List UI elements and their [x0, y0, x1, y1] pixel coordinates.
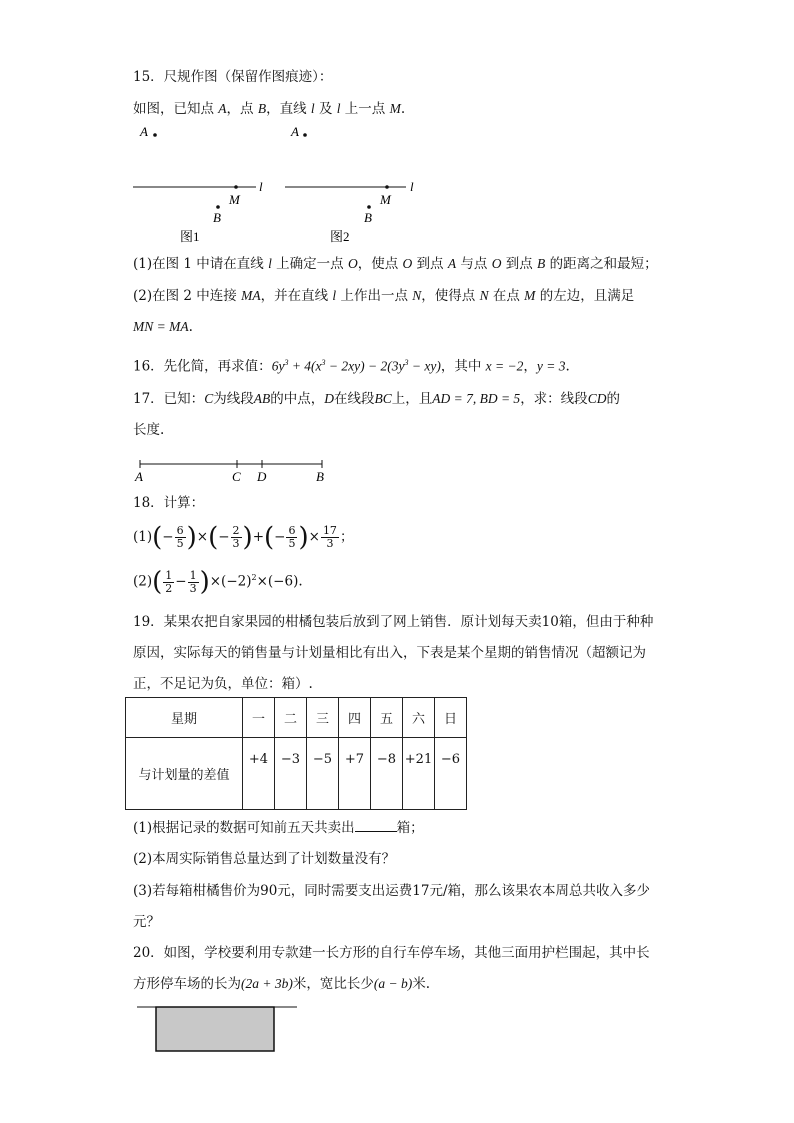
q15-sub1-text: 与点 — [456, 256, 492, 272]
fig2-point-b-label: B — [364, 210, 372, 225]
q19-sub1-text: (1)根据记录的数据可知前五天共卖出 — [133, 820, 355, 836]
fig1-caption: 图1 — [180, 229, 200, 244]
table-day-cell: 三 — [307, 698, 339, 738]
q18-p2-end: . — [298, 573, 303, 590]
q15-sub1-var: O — [402, 256, 413, 271]
q20-line2 — [133, 975, 430, 993]
fraction: $\frac{6}{5}$ — [288, 524, 296, 550]
q18-p2-exp: 2 — [251, 573, 257, 582]
q16-expr: − 2xy) − 2(3y — [325, 358, 405, 374]
q18-p1-label: (1) — [133, 529, 153, 545]
q17-text: ，求：线段 — [520, 391, 588, 407]
q17-var: C — [204, 391, 214, 406]
fig2-point-a-label: A — [291, 124, 299, 139]
q19-sub1 — [133, 819, 424, 837]
q16-end: . — [565, 358, 570, 375]
fig2-point-b — [367, 205, 371, 209]
table-value-cell: −6 — [435, 738, 467, 810]
q19-sub1-text: 箱； — [396, 820, 424, 836]
fig1-point-a — [153, 133, 157, 137]
q19-sub3-line2: 元？ — [133, 914, 160, 930]
close-paren: ) — [298, 522, 309, 553]
q15-title: 15．尺规作图（保留作图痕迹）： — [133, 69, 333, 85]
q15-sub2-var: l — [332, 288, 337, 303]
label-b: B — [316, 469, 324, 484]
q15-sub2-var: M — [524, 288, 536, 303]
q18-p2-rest: ×(−2) — [209, 573, 252, 590]
label-c: C — [232, 469, 241, 484]
q15-sub1-var: O — [491, 256, 502, 271]
fraction: $\frac{17}{3}$ — [322, 524, 337, 550]
q17-condition: AD = 7, BD = 5 — [432, 391, 521, 406]
q20-text: 方形停车场的长为 — [133, 976, 241, 992]
q17-text: 的 — [606, 391, 620, 407]
q15-sub2-text: (2)在图 2 中连接 — [133, 288, 242, 304]
q17-text: 在线段 — [333, 391, 375, 407]
q17-text: 的中点， — [270, 391, 325, 407]
table-row — [126, 738, 467, 810]
q18-part1: (1)(− $\frac{6}{5}$ )×(− $\frac{2}{3}$ )+(− $\frac{6}{5}$ )× $\frac{17}{3}$ ； — [133, 522, 354, 553]
q15-sub2-text: 在点 — [488, 288, 525, 304]
q15-sub1-text: ，使点 — [357, 256, 403, 272]
q17-line1 — [133, 390, 620, 408]
q20-length: (2a + 3b) — [241, 976, 293, 991]
q17-line2: 长度. — [133, 422, 165, 438]
label-a: A — [135, 469, 143, 484]
fraction: $\frac{2}{3}$ — [232, 524, 240, 550]
q17-var: CD — [587, 391, 607, 406]
fraction: $\frac{6}{5}$ — [176, 524, 184, 550]
q15-intro-text: 如图，已知点 — [133, 101, 219, 117]
q15-figures — [0, 118, 794, 248]
table-value-cell: −3 — [275, 738, 307, 810]
q15-intro-text: ，直线 — [266, 101, 311, 117]
q16-y-value: y = 3 — [536, 358, 566, 374]
q15-intro-var: l — [310, 101, 315, 116]
q16-prefix: 16．先化简，再求值： — [133, 358, 272, 375]
label-d: D — [257, 469, 267, 484]
fraction: $\frac{1}{3}$ — [189, 568, 197, 595]
table-day-cell: 日 — [435, 698, 467, 738]
q16-expr: − xy) — [408, 358, 441, 374]
fig1-line-l-label: l — [259, 179, 263, 194]
q19-sub2: (2)本周实际销售总量达到了计划数量没有？ — [133, 851, 396, 867]
close-paren: ) — [186, 522, 197, 553]
q15-sub2-text: 的左边，且满足 — [535, 288, 635, 304]
q16-exp: 3 — [284, 358, 289, 367]
q17-var: AB — [253, 391, 271, 406]
q15-sub1-text: (1)在图 1 中请在直线 — [133, 256, 269, 272]
q15-intro-text: 及 — [314, 101, 337, 117]
q15-sub1-var: B — [537, 256, 546, 271]
table-day-cell: 二 — [275, 698, 307, 738]
q18-p1-end: ； — [339, 529, 354, 545]
answer-blank[interactable] — [355, 819, 397, 832]
close-paren: ) — [242, 522, 253, 553]
q16-exp: 3 — [404, 358, 409, 367]
q15-sub1-var: A — [447, 256, 457, 271]
q15-sub1-var: O — [347, 256, 358, 271]
table-day-cell: 五 — [371, 698, 403, 738]
q16-x-value: x = −2 — [485, 358, 524, 374]
q15-sub2 — [133, 287, 634, 305]
q19-line3: 正，不足记为负，单位：箱）. — [133, 676, 313, 692]
q17-text: 上，且 — [391, 391, 433, 407]
table-day-cell: 六 — [403, 698, 435, 738]
q16-exp: 3 — [321, 358, 326, 367]
fig2-point-a — [303, 133, 307, 137]
q15-sub2-var: N — [412, 288, 422, 303]
q20-line1: 20．如图，学校要利用专款建一长方形的自行车停车场，其他三面用护栏围起，其中长 — [133, 945, 650, 961]
q15-intro-var: B — [257, 101, 267, 116]
q15-intro — [133, 100, 405, 118]
table-value-cell: −5 — [307, 738, 339, 810]
q15-sub2-text: ，并在直线 — [260, 288, 333, 304]
fraction: $\frac{1}{2}$ — [165, 568, 173, 595]
fig1-point-b — [216, 205, 220, 209]
q15-intro-var: A — [218, 101, 227, 116]
fig1-point-b-label: B — [213, 210, 221, 225]
q15-intro-text: . — [400, 101, 406, 117]
q19-line1: 19．某果农把自家果园的柑橘包装后放到了网上销售．原计划每天卖10箱，但由于种种 — [133, 614, 654, 630]
q18-part2: (2)( $\frac{1}{2}$ − $\frac{1}{3}$ )$\times(-2)^2\times(-6)$. — [133, 567, 303, 597]
q16-expr: 6y — [271, 358, 285, 374]
fig2-point-m-label: M — [380, 192, 391, 207]
table-header-cell: 星期 — [126, 698, 243, 738]
q15-sub2-var: MA — [241, 288, 261, 303]
fig1-point-a-label: A — [140, 124, 148, 139]
q15-sub2-cont — [133, 318, 193, 336]
q15-sub1-text: 的距离之和最短； — [545, 256, 658, 272]
table-day-cell: 一 — [243, 698, 275, 738]
sales-table — [125, 697, 467, 810]
q16-expr: + 4(x — [288, 358, 322, 374]
close-paren: ) — [199, 567, 210, 597]
q15-sub1-text: 上确定一点 — [271, 256, 348, 272]
q15-sub2-end: . — [188, 319, 193, 335]
q17-segment-figure — [0, 452, 794, 486]
table-row — [126, 698, 467, 738]
q18-title: 18．计算： — [133, 495, 205, 511]
q16-sep: ， — [523, 358, 537, 375]
q15-sub1-text: 到点 — [501, 256, 538, 272]
q15-sub2-text: 上作出一点 — [336, 288, 413, 304]
q15-sub1-var: l — [268, 256, 272, 271]
q15-sub2-equation: MN = MA — [133, 319, 189, 334]
open-paren: ( — [152, 522, 163, 553]
q15-intro-text: 上一点 — [340, 101, 390, 117]
table-value-cell: −8 — [371, 738, 403, 810]
open-paren: ( — [208, 522, 219, 553]
q18-p2-label: (2) — [133, 573, 153, 590]
open-paren: ( — [152, 567, 163, 597]
q15-sub1-text: 到点 — [412, 256, 448, 272]
q17-var: BC — [374, 391, 392, 406]
parking-lot-figure — [0, 1000, 794, 1060]
q18-p2-tail: ×(−6) — [256, 573, 299, 590]
parking-lot-rect — [156, 1007, 274, 1051]
fig1-point-m — [234, 185, 238, 189]
open-paren: ( — [264, 522, 275, 553]
q15-intro-var: l — [336, 101, 341, 116]
table-day-cell: 四 — [339, 698, 371, 738]
table-value-cell: +4 — [243, 738, 275, 810]
q20-difference: (a − b) — [373, 976, 413, 991]
q19-line2: 原因，实际每天的销售量与计划量相比有出入，下表是某个星期的销售情况（超额记为 — [133, 645, 646, 661]
q15-intro-var: M — [389, 101, 401, 116]
q15-intro-text: ，点 — [226, 101, 258, 117]
table-value-cell: +21 — [403, 738, 435, 810]
fig2-caption: 图2 — [330, 229, 350, 244]
table-header-cell: 与计划量的差值 — [126, 738, 243, 810]
q19-sub3-line1: (3)若每箱柑橘售价为90元，同时需要支出运费17元/箱，那么该果农本周总共收入多少 — [133, 883, 651, 899]
q16 — [133, 354, 570, 376]
q17-text: 为线段 — [213, 391, 254, 407]
table-value-cell: +7 — [339, 738, 371, 810]
fig2-line-l-label: l — [410, 179, 414, 194]
q15-sub2-var: N — [479, 288, 489, 303]
q15-sub2-text: ，使得点 — [421, 288, 480, 304]
q15-sub1 — [133, 255, 658, 273]
q20-text: 米. — [412, 976, 431, 992]
q17-text: 17．已知： — [133, 391, 205, 407]
fig1-point-m-label: M — [229, 192, 240, 207]
fig2-point-m — [385, 185, 389, 189]
q16-mid: ，其中 — [440, 358, 486, 375]
q17-var: D — [324, 391, 334, 406]
q20-text: 米，宽比长少 — [292, 976, 374, 992]
